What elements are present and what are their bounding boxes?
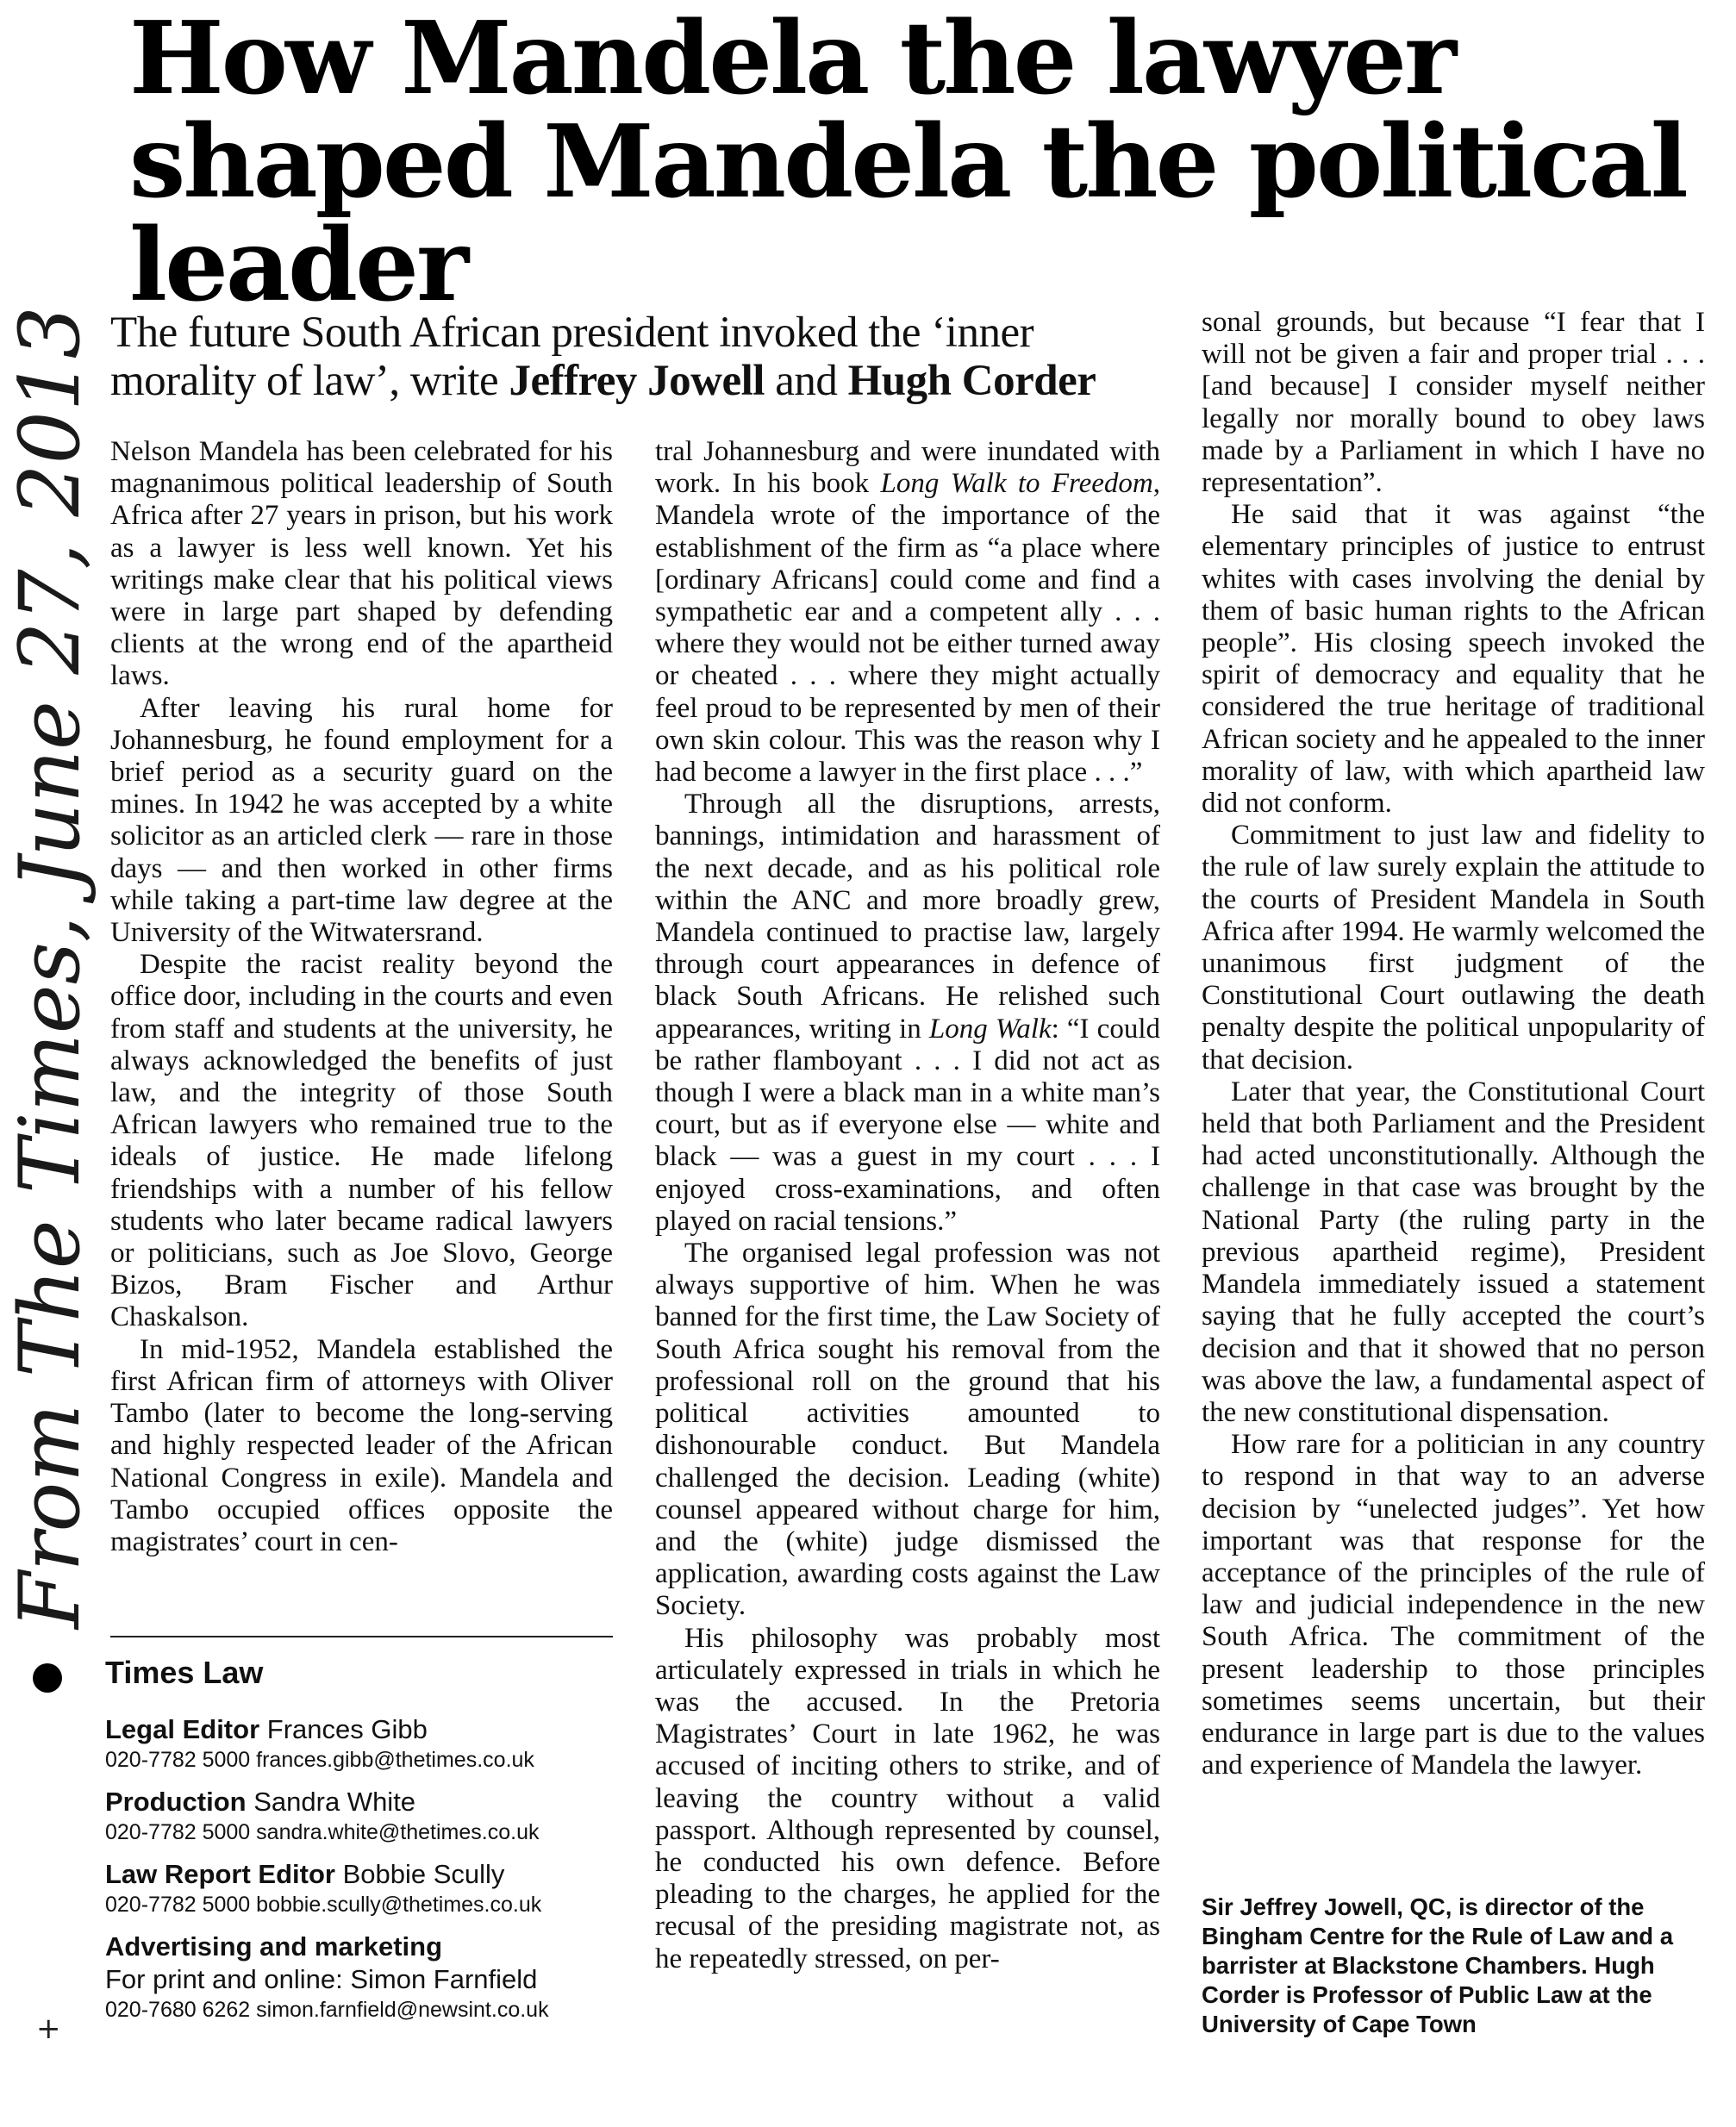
body-paragraph: How rare for a politician in any country to respond in that way to an adverse decision by “unelected judges”. Yet how important was that response for the acceptance of the principles of the rule of law and judicial independence in the new South Africa. The commitment of the present leadership to those principles sometimes seems uncertain, but their endurance in large part is due to the values and experience of Mandela the lawyer. xyxy=(1202,1429,1705,1781)
staff-contact: 020-7782 5000 sandra.white@thetimes.co.uk xyxy=(105,1820,540,1844)
body-paragraph: Commitment to just law and fidelity to the rule of law surely explain the attitude to the courts of President Mandela in South Africa after 1994. He warmly welcomed the unanimous first judgment of the Constitutional Court outlawing the death penalty despite the political unpopularity of that decision. xyxy=(1202,820,1705,1076)
plus-mark-icon: + xyxy=(36,2012,61,2046)
body-paragraph: Despite the racist reality beyond the office door, including in the courts and even from staff and students at the university, he always acknowledged the benefits of just law, and the integrity of those South African lawyers who remained true to the ideals of justice. He made lifelong friendships with a number of his fellow students who later became radical lawyers or politicians, such as Joe Slovo, George Bizos, Bram Fischer and Arthur Chaskalson. xyxy=(110,949,613,1333)
body-paragraph: Later that year, the Constitutional Court held that both Parliament and the President had acted unconstitutionally. Although the challenge in that case was brought by the National Party (the ruling party in the previous apartheid regime), President Mandela immediately issued a statement saying that he fully accepted the court’s decision and that it showed that no person was above the law, a fundamental aspect of the new constitutional dispensation. xyxy=(1202,1076,1705,1428)
author-name: Jeffrey Jowell xyxy=(509,357,765,405)
advertising-heading-text: Advertising and marketing xyxy=(105,1931,443,1962)
body-paragraph: He said that it was against “the elementary principles of justice to entrust whites with cases involving the denial by them of basic human rights to the African people”. His closing speech invoked the spirit of democracy and equality that he considered the true heritage of traditional African society and he appealed to the inner morality of law, with which apartheid law did not conform. xyxy=(1202,499,1705,820)
staff-name: Frances Gibb xyxy=(266,1714,428,1744)
body-paragraph: The organised legal profession was not always supportive of him. When he was banned for the first time, the Law Society of South Africa sought his removal from the professional roll on the ground that his political activities amounted to dishonourable conduct. But Mandela challenged the decision. Leading (white) counsel appeared without charge for him, and the (white) judge dismissed the application, awarding costs against the Law Society. xyxy=(655,1238,1160,1622)
body-paragraph: sonal grounds, but because “I fear that I will not be given a fair and proper trial . . . [and because] I consider myself neither legally nor morally bound to obey laws made by a Parliament in which I have no representation”. xyxy=(1202,307,1705,499)
advertising-contact: 020-7680 6262 simon.farnfield@newsint.co.uk xyxy=(105,1998,549,2022)
book-title: Long Walk xyxy=(928,1013,1052,1045)
headline: How Mandela the lawyer shaped Mandela the political leader xyxy=(129,0,1686,324)
staff-name: Sandra White xyxy=(253,1787,416,1817)
staff-entry xyxy=(105,1858,622,1891)
bullet-dot-icon xyxy=(33,1663,62,1693)
body-paragraph xyxy=(655,436,1160,789)
body-column-1 xyxy=(110,436,613,1558)
body-column-3 xyxy=(1202,307,1705,1781)
body-column-2 xyxy=(655,436,1160,1975)
standfirst xyxy=(110,309,1171,405)
times-law-box xyxy=(105,1655,622,2036)
standfirst-joiner: and xyxy=(764,357,848,405)
advertising-line: For print and online: Simon Farnfield xyxy=(105,1964,538,1994)
times-law-title: Times Law xyxy=(105,1655,264,1690)
standfirst-text: The future South African president invoked the ‘inner morality of law’, write xyxy=(110,309,1034,405)
handwritten-note xyxy=(0,284,116,1698)
staff-entry xyxy=(105,1713,622,1746)
staff-role: Production xyxy=(105,1787,247,1817)
body-text: Through all the disruptions, arrests, bannings, intimidation and harassment of the next decade, and as his political role within the ANC and more broadly grew, Mandela continued to practise law, largely through court appearances in defence of black South Africans. He relished such appearances, writing in xyxy=(655,789,1160,1045)
body-paragraph: Nelson Mandela has been celebrated for his magnanimous political leadership of South Africa after 27 years in prison, but his work as a lawyer is less well known. Yet his writings make clear that his political views were in large part shaped by defending clients at the wrong end of the apartheid laws. xyxy=(110,436,613,692)
staff-role: Legal Editor xyxy=(105,1714,260,1744)
body-text: , Mandela wrote of the importance of the establishment of the firm as “a place where [ordinary Africans] could come and find a sympathetic ear and a competent ally . . . where they would not be either turned away or cheated . . . where they might actually feel proud to be represented by men of their own skin colour. This was the reason why I had become a lawyer in the first place . . .” xyxy=(655,468,1160,789)
section-divider xyxy=(110,1636,613,1637)
staff-contact: 020-7782 5000 bobbie.scully@thetimes.co.uk xyxy=(105,1893,542,1917)
advertising-heading xyxy=(105,1931,622,1963)
author-name: Hugh Corder xyxy=(847,357,1096,405)
body-paragraph xyxy=(655,789,1160,1238)
body-paragraph: His philosophy was probably most articulately expressed in trials in which he was the accused. In the Pretoria Magistrates’ Court in late 1962, he was accused of inciting others to strike, and of leaving the country without a valid passport. Although represented by counsel, he conducted his own defence. Before pleading to the charges, he applied for the recusal of the presiding magistrate not, as he repeatedly stressed, on per- xyxy=(655,1622,1160,1974)
book-title: Long Walk to Freedom xyxy=(880,468,1153,500)
staff-name: Bobbie Scully xyxy=(342,1859,505,1889)
author-bio: Sir Jeffrey Jowell, QC, is director of the Bingham Centre for the Rule of Law and a barrister at Blackstone Chambers. Hugh Corder is Professor of Public Law at the University of Cape Town xyxy=(1202,1893,1673,2037)
body-text: tral Johannesburg and were inundated with work. In his book xyxy=(655,436,1160,500)
body-text: : “I could be rather flamboyant . . . I did not act as though I were a black man in a white man’s court, but as if everyone else — white and black — was a guest in my court . . . I enjoyed cross-examinations, and often played on racial tensions.” xyxy=(655,1013,1160,1237)
body-paragraph: After leaving his rural home for Johannesburg, he found employment for a brief period as a security guard on the mines. In 1942 he was accepted by a white solicitor as an articled clerk — rare in those days — and then worked in other firms while taking a part-time law degree at the University of the Witwatersrand. xyxy=(110,692,613,949)
svg-text:From The Times, June 27, 2013: From The Times, June 27, 2013 xyxy=(2,306,98,1629)
staff-contact: 020-7782 5000 frances.gibb@thetimes.co.uk xyxy=(105,1748,534,1772)
staff-entry xyxy=(105,1786,622,1818)
staff-role: Law Report Editor xyxy=(105,1859,335,1889)
body-paragraph: In mid-1952, Mandela established the first African firm of attorneys with Oliver Tambo (later to become the long-serving and highly respected leader of the African National Congress in exile). Mandela and Tambo occupied offices opposite the magistrates’ court in cen- xyxy=(110,1333,613,1557)
